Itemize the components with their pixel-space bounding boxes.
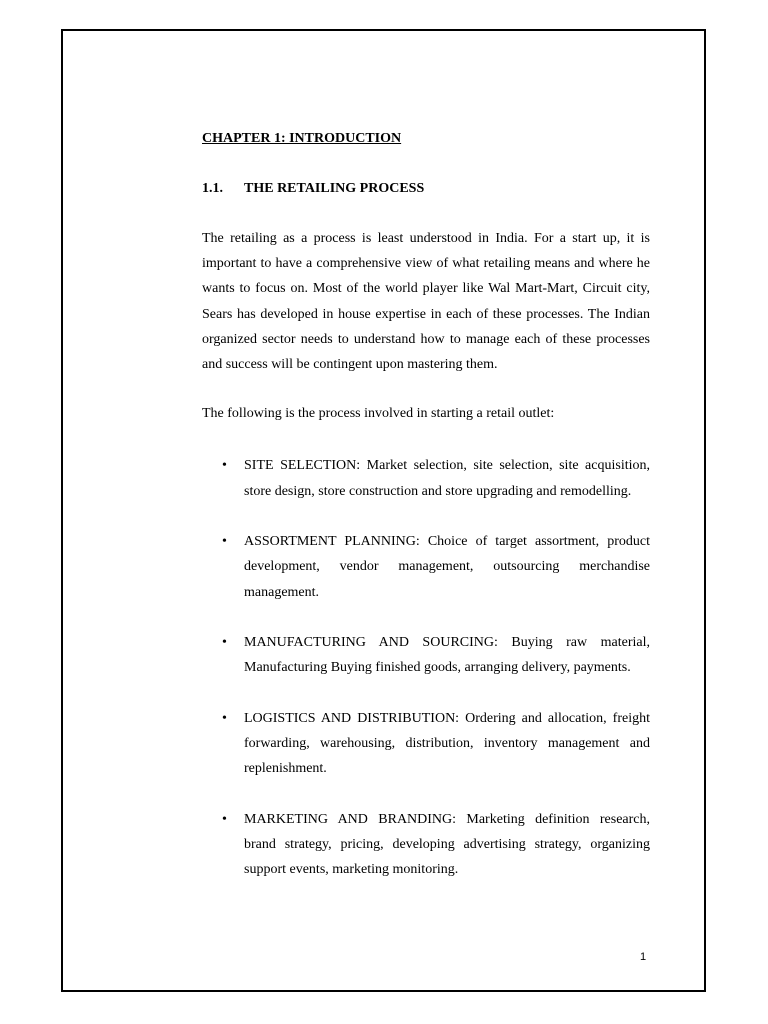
bullet-icon: •	[222, 635, 227, 651]
process-item-manufacturing-sourcing	[202, 630, 650, 680]
intro-paragraph: The retailing as a process is least understood in India. For a start up, it is important to have a comprehensive view of what retailing means and where he wants to focus on. Most of the world player like Wal Mart-Mart, Circuit city, Sears has developed in house expertise in each of these processes. The Indian organized sector needs to understand how to manage each of these processes and success will be contingent upon mastering them.	[202, 231, 650, 373]
process-item-marketing-branding	[202, 807, 650, 883]
bullet-icon: •	[222, 458, 227, 474]
page-number: 1	[640, 951, 647, 963]
section-heading	[202, 176, 650, 201]
page-content	[202, 126, 650, 908]
bullet-icon: •	[222, 534, 227, 550]
process-item-text: ASSORTMENT PLANNING: Choice of target assortment, product development, vendor management, outsourcing merchandise management.	[244, 534, 650, 600]
process-list	[202, 453, 650, 882]
section-number: 1.1.	[202, 181, 223, 196]
process-item-logistics-distribution	[202, 706, 650, 782]
section-title: THE RETAILING PROCESS	[244, 181, 425, 196]
bullet-icon: •	[222, 711, 227, 727]
process-item-site-selection	[202, 453, 650, 503]
chapter-title: CHAPTER 1: INTRODUCTION	[202, 131, 402, 146]
bullet-icon: •	[222, 812, 227, 828]
process-item-text: LOGISTICS AND DISTRIBUTION: Ordering and allocation, freight forwarding, warehousing, distribution, inventory management and replenishment.	[244, 711, 650, 777]
process-item-assortment-planning	[202, 529, 650, 605]
process-item-text: SITE SELECTION: Market selection, site selection, site acquisition, store design, store construction and store upgrading and remodelling.	[244, 458, 650, 499]
process-intro-paragraph: The following is the process involved in starting a retail outlet:	[202, 406, 555, 422]
process-item-text: MANUFACTURING AND SOURCING: Buying raw material, Manufacturing Buying finished goods, arranging delivery, payments.	[244, 635, 650, 676]
process-item-text: MARKETING AND BRANDING: Marketing definition research, brand strategy, pricing, developing advertising strategy, organizing support events, marketing monitoring.	[244, 812, 650, 878]
